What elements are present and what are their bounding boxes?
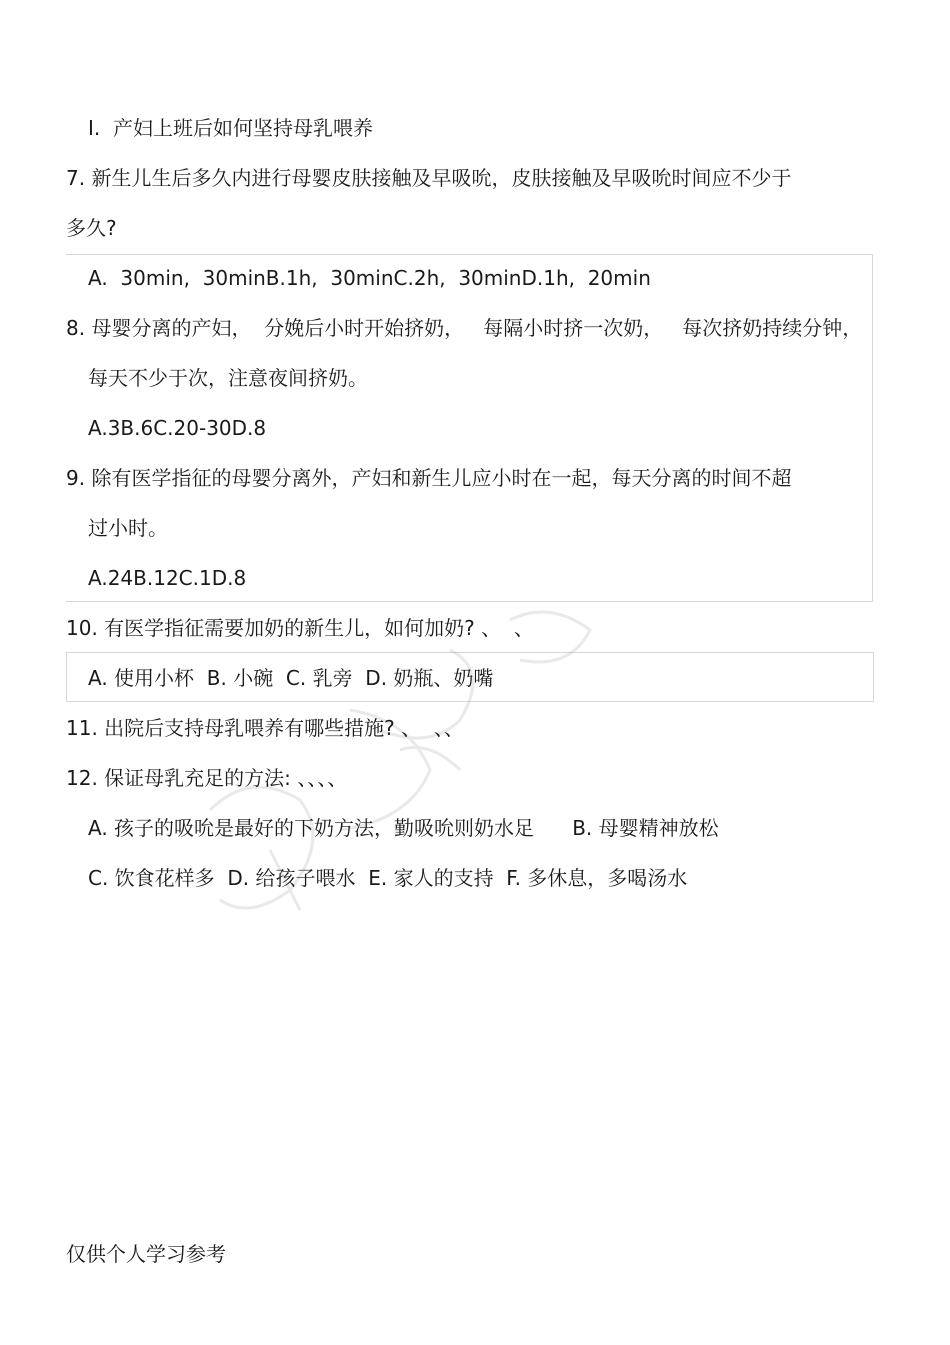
question-8-cont: 每天不少于次，注意夜间挤奶。 [88,366,368,390]
question-7-options: A. 30min, 30minB.1h, 30minC.2h, 30minD.1h, 20min [88,266,651,290]
item-i-heading: I. 产妇上班后如何坚持母乳喂养 [88,116,373,140]
question-12-options-a: A. 孩子的吸吮是最好的下奶方法，勤吸吮则奶水足 B. 母婴精神放松 [88,816,719,840]
question-9-cont: 过小时。 [88,516,168,540]
question-9-options: A.24B.12C.1D.8 [88,566,247,590]
footer-note: 仅供个人学习参考 [66,1242,226,1266]
question-12-options-b: C. 饮食花样多 D. 给孩子喂水 E. 家人的支持 F. 多休息，多喝汤水 [88,866,688,890]
question-10-options: A. 使用小杯 B. 小碗 C. 乳旁 D. 奶瓶、奶嘴 [88,666,494,690]
question-10: 10. 有医学指征需要加奶的新生儿，如何加奶? 、 、 [66,616,534,640]
question-9: 9. 除有医学指征的母婴分离外，产妇和新生儿应小时在一起，每天分离的时间不超 [66,466,792,490]
question-11: 11. 出院后支持母乳喂养有哪些措施? 、 、、 [66,716,464,740]
question-7-cont: 多久? [66,216,117,240]
question-8: 8. 母婴分离的产妇， 分娩后小时开始挤奶， 每隔小时挤一次奶， 每次挤奶持续分钟， [66,316,863,340]
question-12: 12. 保证母乳充足的方法: 、、、、 [66,766,348,790]
question-7: 7. 新生儿生后多久内进行母婴皮肤接触及早吸吮，皮肤接触及早吸吮时间应不少于 [66,166,792,190]
question-8-options: A.3B.6C.20-30D.8 [88,416,267,440]
